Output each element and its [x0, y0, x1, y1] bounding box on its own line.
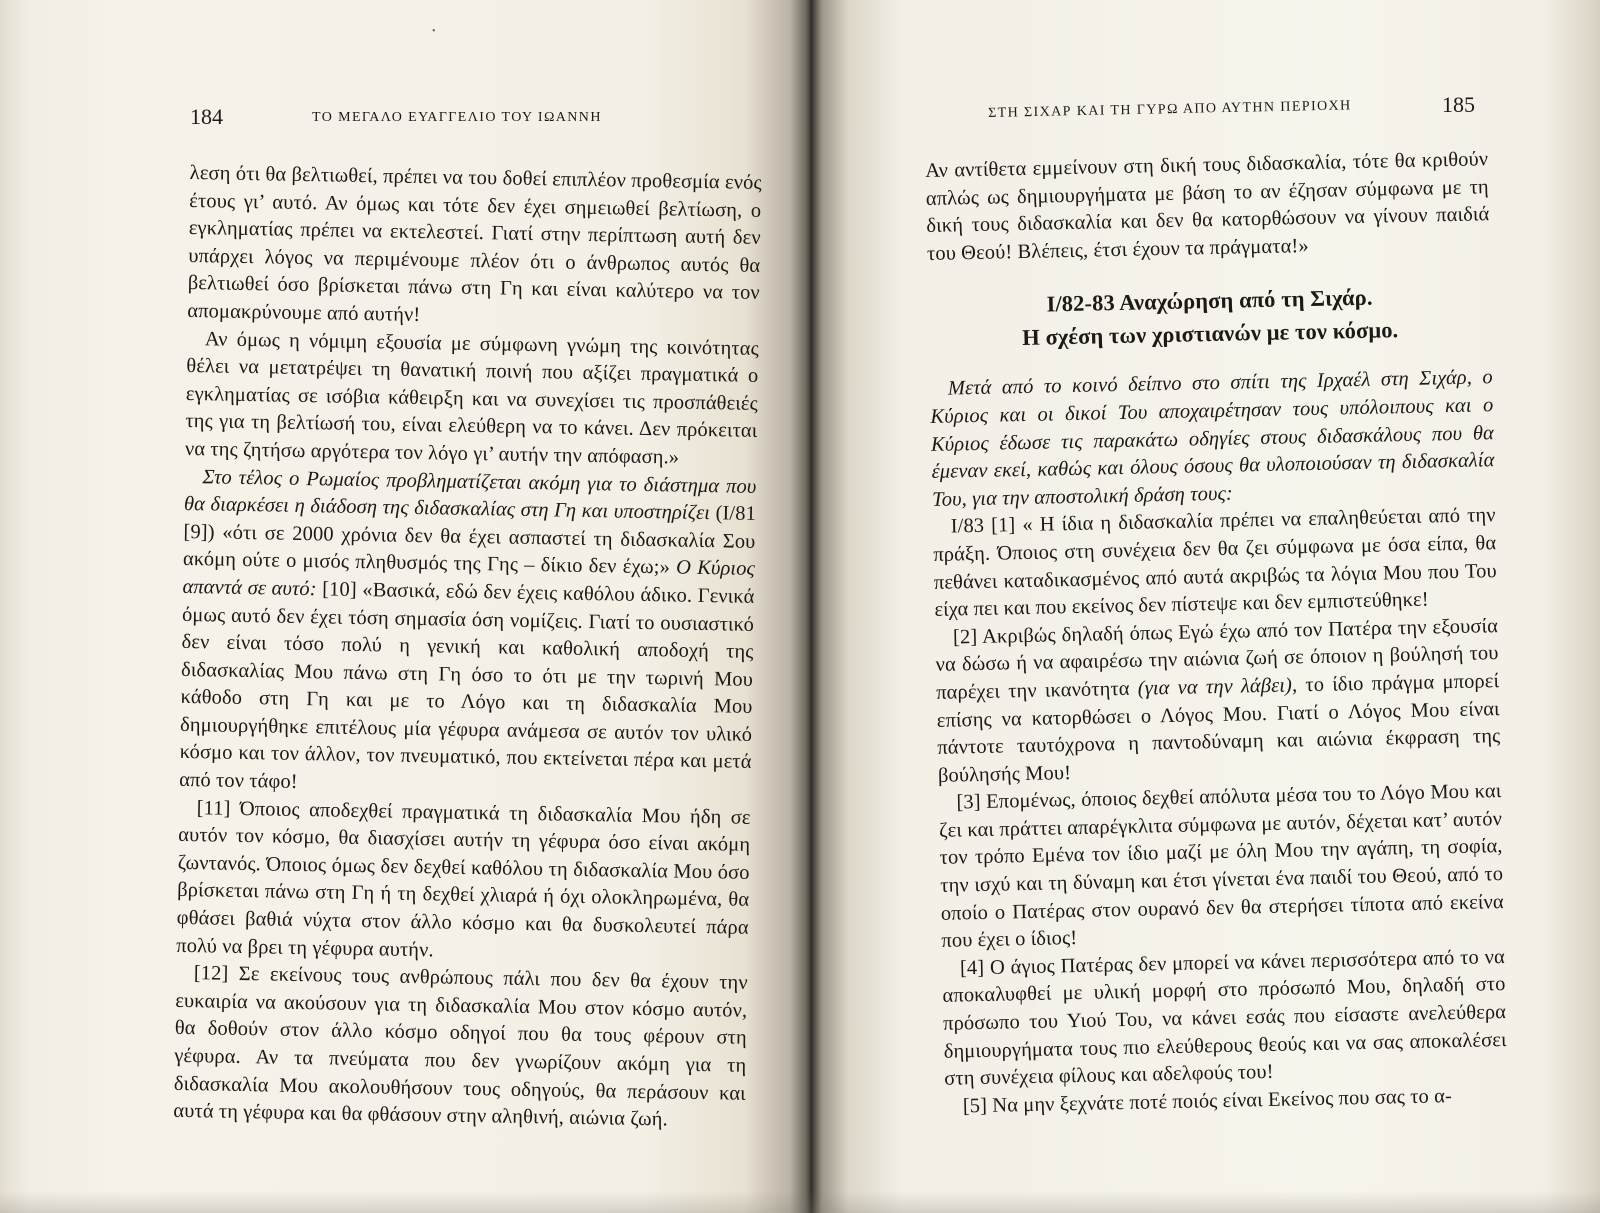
heading-line-1: Ι/82-83 Αναχώρηση από τη Σιχάρ. — [1046, 285, 1373, 317]
running-head-left: ΤΟ ΜΕΓΑΛΟ ΕΥΑΓΓΕΛΙΟ ΤΟΥ ΙΩΑΝΝΗ — [312, 110, 602, 125]
paragraph: Αν αντίθετα εμμείνουν στη δική τους διδασκαλία, τότε θα κριθούν απλώς ως δημιουργήματα με βάση το αν έζησαν σύμφωνα με τη δική τους διδασκαλία και δεν θα κατορθώσουν να γίνουν παιδιά του Θεού! Βλέπεις, έτσι έχουν τα πράγματα!» — [925, 148, 1490, 265]
italic-introduction: Μετά από το κοινό δείπνο στο σπίτι της Ιρχαέλ στη Σιχάρ, ο Κύριος και οι δικοί Του αποχαιρέτησαν τους υπόλοιπους και ο Κύριος έδωσε τις παρακάτω οδηγίες στους διδασκάλους που θα έμεναν εκεί, καθώς και όλους όσους θα υλοποιούσαν τη διδασκαλία Του, για την αποστολική δράση τους: — [930, 366, 1495, 511]
paragraph: λεση ότι θα βελτιωθεί, πρέπει να του δοθεί επιπλέον προθεσμία ενός έτους γι’ αυτό. Αν όμως και τότε δεν έχει σημειωθεί βελτίωση, ο εγκληματίας πρέπει να εκτελεστεί. Γιατί στην περίπτωση αυτή δεν υπάρχει λόγος να περιμένουμε πλέον ότι ο άνθρωπος αυτός θα βελτιωθεί όσο βρίσκεται πάνω στη Γη και είναι καλύτερο να τον απομακρύνουμε από αυτήν! — [187, 161, 762, 327]
text-run: (Ι/81 [9]) «ότι σε 2000 χρόνια δεν θα έχει ασπαστεί τη διδασκαλία Σου ακόμη ούτε ο μισός πληθυσμός της Γης – δίκιο δεν έχω;» — [182, 502, 757, 579]
text-run: το ίδιο πράγμα μπορεί επίσης να κατορθώσει ο Λόγος Μου. Γιατί ο Λόγος Μου είναι πάντοτε ταυτόχρονα η παντοδύναμη και αιώνια έκφραση της βούλησής Μου! — [936, 670, 1501, 787]
paragraph: [11] Όποιος αποδεχθεί πραγματικά τη διδασκαλία Μου ήδη σε αυτόν τον κόσμο, θα διασχίσει αυτήν τη γέφυρα όσο είναι ακόμη ζωντανός. Όποιος όμως δεν δεχθεί καθόλου τη διδασκαλία Μου όσο βρίσκεται πάνω στη Γη ή τη δεχθεί χλιαρά ή όχι ολοκληρωμένα, θα φθάσει βαθιά νύχτα στον άλλο κόσμο και θα δυσκολευτεί πάρα πολύ να βρει τη γέφυρα αυτήν. — [176, 796, 751, 961]
chapter-heading — [928, 279, 1492, 357]
right-body-text — [925, 146, 1508, 1121]
text-run: [10] «Βασικά, εδώ δεν έχεις καθόλου άδικο. Γενικά όμως αυτό δεν έχει τόση σημασία όση νομίζεις. Γιατί το ουσιαστικό δεν είναι τόσο πολύ η γενική και καθολική αποδοχή της διδασκαλίας Μου πάνω στη Γη όσο το ότι με την τωρινή Μου κάθοδο στη Γη και με το Λόγο και τη διδασκαλία Μου δημιουργήθηκε επιτέλους μία γέφυρα ανάμεσα σε αυτόν τον υλικό κόσμο και τον άλλον, τον πνευματικό, που εκτείνεται πέρα και μετά από τον τάφο! — [178, 578, 755, 794]
italic-narration: Ο Κύριος απαντά σε αυτό: — [182, 556, 756, 601]
ink-speck: • — [432, 26, 436, 37]
paragraph: [4] Ο άγιος Πατέρας δεν μπορεί να κάνει περισσότερα από το να αποκαλυφθεί με υλική μορφή στο πρόσωπό Μου, δηλαδή στο πρόσωπο του Υιού Του, να κάνει εσάς που είσαστε ανελεύθερα δημιουργήματα τους πιο ελεύθερους θεούς και να σας αποκαλέσει στη συνέχεια φίλους και αδελφούς του! — [942, 945, 1507, 1091]
heading-line-2: Η σχέση των χριστιανών με τον κόσμο. — [1021, 317, 1399, 351]
page-number-left: 184 — [190, 104, 223, 129]
paragraph: [3] Επομένως, όποιος δεχθεί απόλυτα μέσα του το Λόγο Μου και ζει και πράττει απαρέγκλιτα σύμφωνα με αυτόν, δέχεται κατ’ αυτόν τον τρόπο Εμένα τον ίδιο μαζί με όλη Μου την αγάπη, τη σοφία, την ισχύ και τη δύναμη και έτσι γίνεται ένα παιδί του Θεού, από το οποίο ο Πατέρας στον ουρανό δεν θα στερήσει τίποτα από εκείνα που έχει ο ίδιος! — [938, 780, 1504, 953]
paragraph — [935, 613, 1501, 790]
italic-aside: (για να την λάβει), — [1137, 674, 1298, 700]
page-edge-shadow — [812, 1191, 1600, 1213]
text-run: [2] Ακριβώς δηλαδή όπως Εγώ έχω από τον Πατέρα την εξουσία να δώσω ή να αφαιρέσω την αιώνια ζωή σε όποιον η βούλησή του παρέχει την ικανότητα — [935, 614, 1499, 704]
italic-narration: Στο τέλος ο Ρωμαίος προβληματίζεται ακόμη για το διάστημα που θα διαρκέσει η διάδοση της διδασκαλίας στη Γη και υποστηρίζει — [183, 465, 757, 525]
paragraph: [5] Να μην ξεχνάτε ποτέ ποιός είναι Εκείνος που σας το α- — [962, 1084, 1453, 1118]
running-head-right: ΣΤΗ ΣΙΧΑΡ ΚΑΙ ΤΗ ΓΥΡΩ ΑΠΟ ΑΥΤΗΝ ΠΕΡΙΟΧΗ — [988, 98, 1352, 121]
paragraph — [179, 463, 757, 804]
paragraph: Αν όμως η νόμιμη εξουσία με σύμφωνη γνώμη της κοινότητας θέλει να μετατρέψει τη θανατική ποινή που αξίζει πραγματικά ο εγκληματίας σε ισόβια κάθειρξη και να συνεχίσει τις προσπάθειές της για τη βελτίωσή του, είναι ελεύθερη να το κάνει. Δεν πρόκειται να της ζητήσω αργότερα τον λόγο γι’ αυτήν την απόφαση.» — [184, 327, 759, 469]
left-body-text — [173, 160, 762, 1136]
paragraph: [12] Σε εκείνους τους ανθρώπους πάλι που δεν θα έχουν την ευκαιρία να ακούσουν για τη διδασκαλία Μου στον κόσμο αυτόν, θα δοθούν στον άλλο κόσμο οδηγοί που θα τους φέρουν στη γέφυρα. Αν τα πνεύματα που δεν γνωρίζουν ακόμη για τη διδασκαλία Μου ακολουθήσουν τους οδηγούς, θα περάσουν και αυτά τη γέφυρα και θα φθάσουν στην αληθινή, αιώνια ζωή. — [173, 962, 748, 1131]
page-edge-shadow — [0, 1191, 812, 1213]
paragraph: Ι/83 [1] « Η ίδια η διδασκαλία πρέπει να επαληθεύεται από την πράξη. Όποιος στη συνέχεια δεν θα ζει σύμφωνα με όσα είπα, θα πεθάνει καταδικασμένος από αυτά ακριβώς τα λόγια Μου που Του είχα πει και που εκείνος δεν πίστεψε και δεν εμπιστεύθηκε! — [933, 504, 1497, 622]
page-number-right: 185 — [1442, 92, 1475, 117]
